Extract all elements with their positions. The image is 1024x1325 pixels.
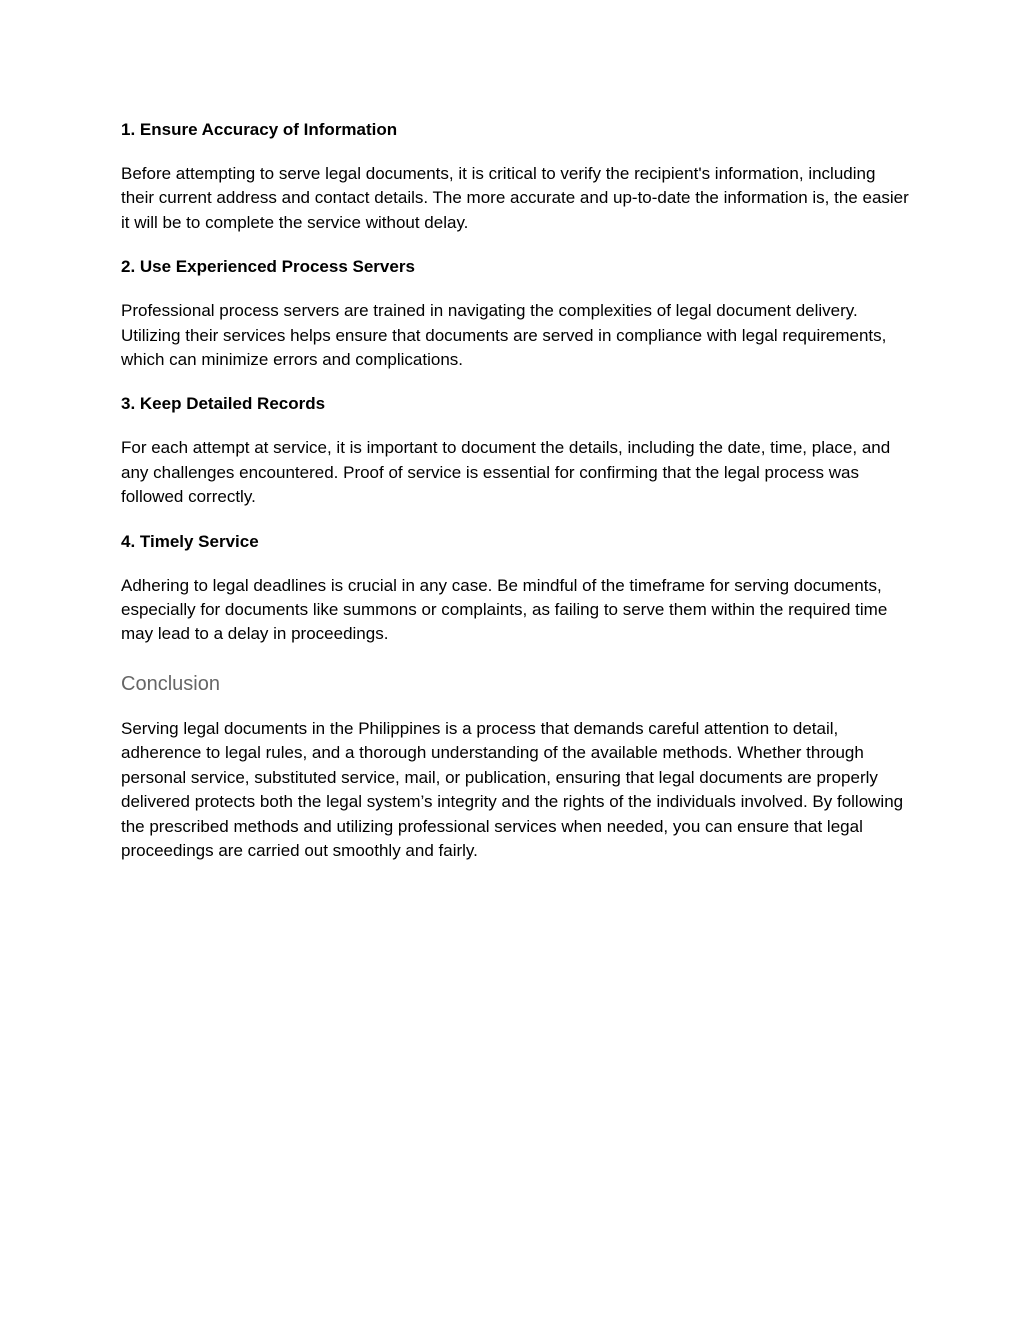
tip-paragraph: For each attempt at service, it is important to document the details, including the date, time, place, and any challenges encountered. Proof of service is essential for confirming that the legal process was followed correctly. bbox=[121, 438, 891, 507]
tip-section-process-servers bbox=[121, 255, 911, 372]
tip-paragraph: Before attempting to serve legal documents, it is critical to verify the recipient's information, including their current address and contact details. The more accurate and up-to-date the information is, the easier it will be to complete the service without delay. bbox=[121, 164, 909, 232]
tip-heading: 2. Use Experienced Process Servers bbox=[121, 257, 415, 277]
conclusion-section bbox=[121, 671, 911, 863]
tip-section-accuracy bbox=[121, 118, 911, 235]
tip-heading: 4. Timely Service bbox=[121, 531, 259, 551]
document-page bbox=[121, 118, 911, 883]
tip-section-timely-service bbox=[121, 530, 911, 647]
tip-paragraph: Professional process servers are trained in navigating the complexities of legal document delivery. Utilizing their services helps ensure that documents are served in compliance with legal requirements, which can minimize errors and complications. bbox=[121, 301, 887, 370]
tip-heading: 3. Keep Detailed Records bbox=[121, 394, 326, 414]
tip-heading: 1. Ensure Accuracy of Information bbox=[121, 120, 398, 139]
tip-paragraph: Adhering to legal deadlines is crucial in any case. Be mindful of the timeframe for serving documents, especially for documents like summons or complaints, as failing to serve them within the required time may lead to a delay in proceedings. bbox=[121, 575, 888, 644]
conclusion-heading: Conclusion bbox=[121, 672, 220, 695]
conclusion-paragraph: Serving legal documents in the Philippines is a process that demands careful attention to detail, adherence to legal rules, and a thorough understanding of the available methods. Whether through personal service, substituted service, mail, or publication, ensuring that legal documents are properly delivered protects both the legal system’s integrity and the rights of the individuals involved. By following the prescribed methods and utilizing professional services when needed, you can ensure that legal proceedings are carried out smoothly and fairly. bbox=[121, 718, 904, 860]
tip-section-records bbox=[121, 392, 911, 509]
